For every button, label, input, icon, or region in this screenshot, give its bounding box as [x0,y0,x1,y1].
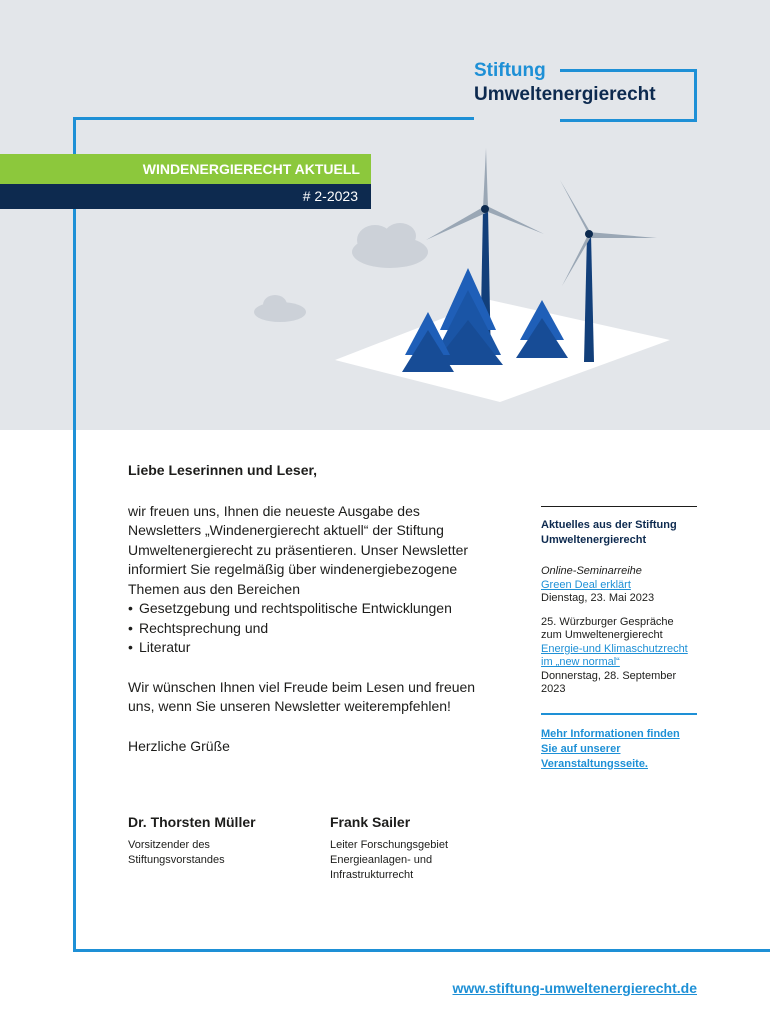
sidebar-divider [541,506,697,507]
letter-body [128,461,488,778]
sidebar-divider-blue [541,713,697,715]
signer-role: Leiter Forschungsgebiet Energieanlagen- und Infrastrukturrecht [330,839,449,881]
letter-greeting: Liebe Leserinnen und Leser, [128,462,318,478]
event-item [541,565,697,606]
frame-top-line [73,117,474,120]
signer-role: Vorsitzender des Stiftungsvorstandes [128,839,225,866]
event-date: Donnerstag, 28. September 2023 [541,669,677,695]
news-sidebar [541,506,697,772]
event-link[interactable]: Energie-und Klimaschutzrecht im „new normal“ [541,642,688,668]
topic-item: • Gesetzgebung und rechtspolitische Entwicklungen [128,599,488,619]
topic-item: • Rechtsprechung und [128,619,488,639]
event-kind: 25. Würzburger Gespräche zum Umweltenergierecht [541,615,674,641]
letter-closing: Herzliche Grüße [128,737,230,754]
frame-bottom-line [73,949,770,952]
logo-text-umweltenergierecht: Umweltenergierecht [474,84,656,105]
cloud-icon [352,223,428,268]
event-date: Dienstag, 23. Mai 2023 [541,592,655,604]
cloud-small-icon [254,295,306,322]
newsletter-title: WINDENERGIERECHT AKTUELL [142,161,360,177]
more-info-link[interactable]: Mehr Informationen finden Sie auf unserer Veranstaltungsseite. [541,727,680,770]
wind-turbine-illustration [250,140,670,410]
letter-intro: wir freuen uns, Ihnen die neueste Ausgabe des Newsletters „Windenergierecht aktuell“ der Stiftung Umweltenergierecht zu präsentieren. Unser Newsletter informiert Sie regelmäßig über windenergiebezogene Themen aus den Bereichen [128,502,469,597]
topic-item: • Literatur [128,638,488,658]
letter-wish: Wir wünschen Ihnen viel Freude beim Lesen und freuen uns, wenn Sie unseren Newsletter weiterempfehlen! [128,678,476,714]
frame-left-line [73,117,76,952]
event-kind: Online-Seminarreihe [541,565,642,577]
event-link[interactable]: Green Deal erklärt [541,578,631,591]
signer-sailer [330,814,490,883]
signer-mueller [128,814,308,868]
signer-name: Frank Sailer [330,814,411,830]
signer-name: Dr. Thorsten Müller [128,814,256,830]
issue-number: # 2-2023 [302,188,358,204]
website-link[interactable]: www.stiftung-umweltenergierecht.de [452,980,697,996]
topic-list [128,599,488,658]
event-item [541,616,697,697]
snow-ground [335,300,670,402]
logo-text-stiftung: Stiftung [474,60,552,82]
sidebar-heading: Aktuelles aus der Stiftung Umweltenergierecht [541,519,677,546]
